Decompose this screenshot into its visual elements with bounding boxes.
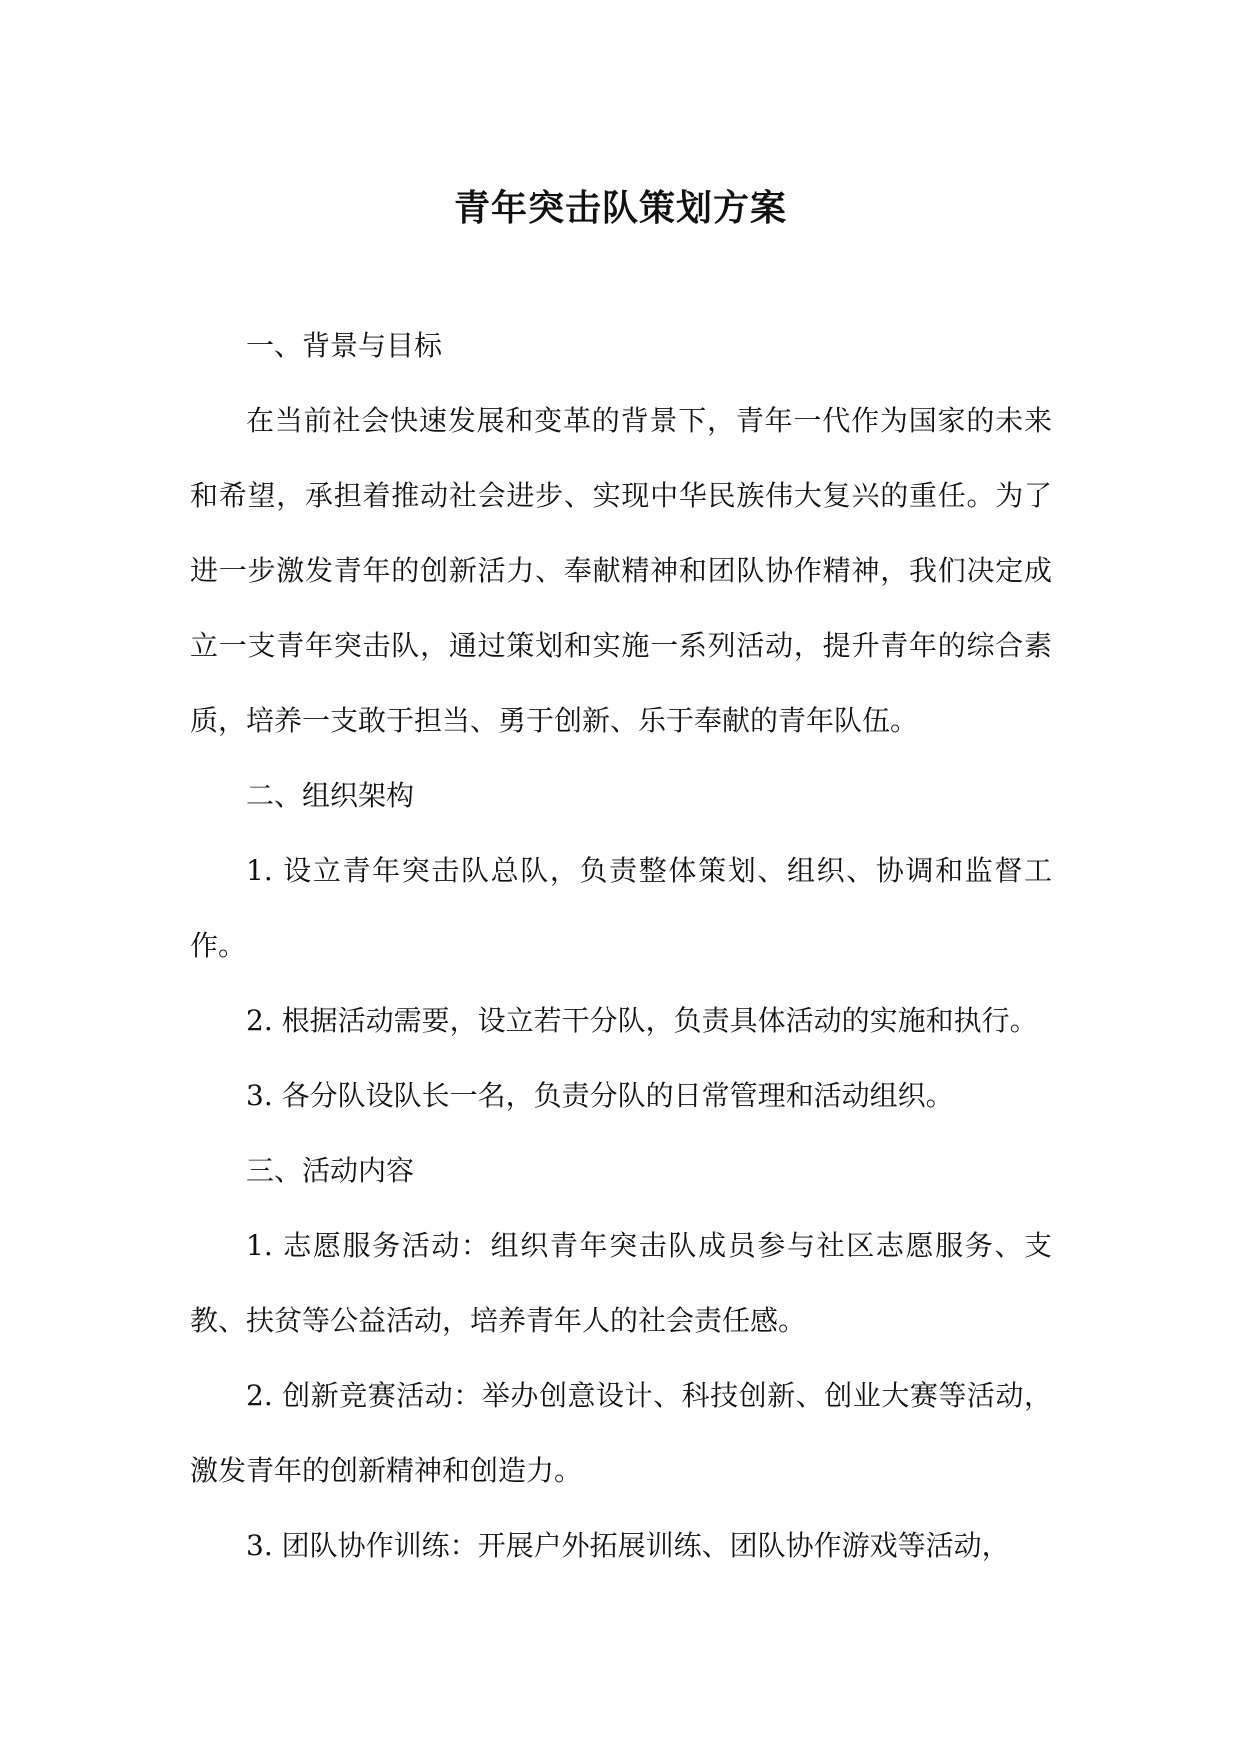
section-heading-background: 一、背景与目标 — [246, 329, 443, 362]
section-heading-organization: 二、组织架构 — [246, 779, 415, 812]
list-item-activity-2: 2. 创新竞赛活动：举办创意设计、科技创新、创业大赛等活动，激发青年的创新精神和创造力。 — [190, 1379, 1052, 1487]
list-item-org-3: 3. 各分队设队长一名，负责分队的日常管理和活动组织。 — [246, 1079, 954, 1112]
document-body — [190, 308, 1052, 1583]
list-item-activity-3: 3. 团队协作训练：开展户外拓展训练、团队协作游戏等活动， — [246, 1529, 1010, 1562]
paragraph-background: 在当前社会快速发展和变革的背景下，青年一代作为国家的未来和希望，承担着推动社会进步、实现中华民族伟大复兴的重任。为了进一步激发青年的创新活力、奉献精神和团队协作精神，我们决定成立一支青年突击队，通过策划和实施一系列活动，提升青年的综合素质，培养一支敢于担当、勇于创新、乐于奉献的青年队伍。 — [190, 404, 1052, 737]
list-item-activity-1: 1. 志愿服务活动：组织青年突击队成员参与社区志愿服务、支教、扶贫等公益活动，培养青年人的社会责任感。 — [190, 1229, 1052, 1337]
section-heading-activities: 三、活动内容 — [246, 1154, 415, 1187]
document-title: 青年突击队策划方案 — [453, 187, 787, 229]
list-item-org-2: 2. 根据活动需要，设立若干分队，负责具体活动的实施和执行。 — [246, 1004, 1038, 1037]
list-item-org-1: 1. 设立青年突击队总队，负责整体策划、组织、协调和监督工作。 — [190, 854, 1052, 962]
